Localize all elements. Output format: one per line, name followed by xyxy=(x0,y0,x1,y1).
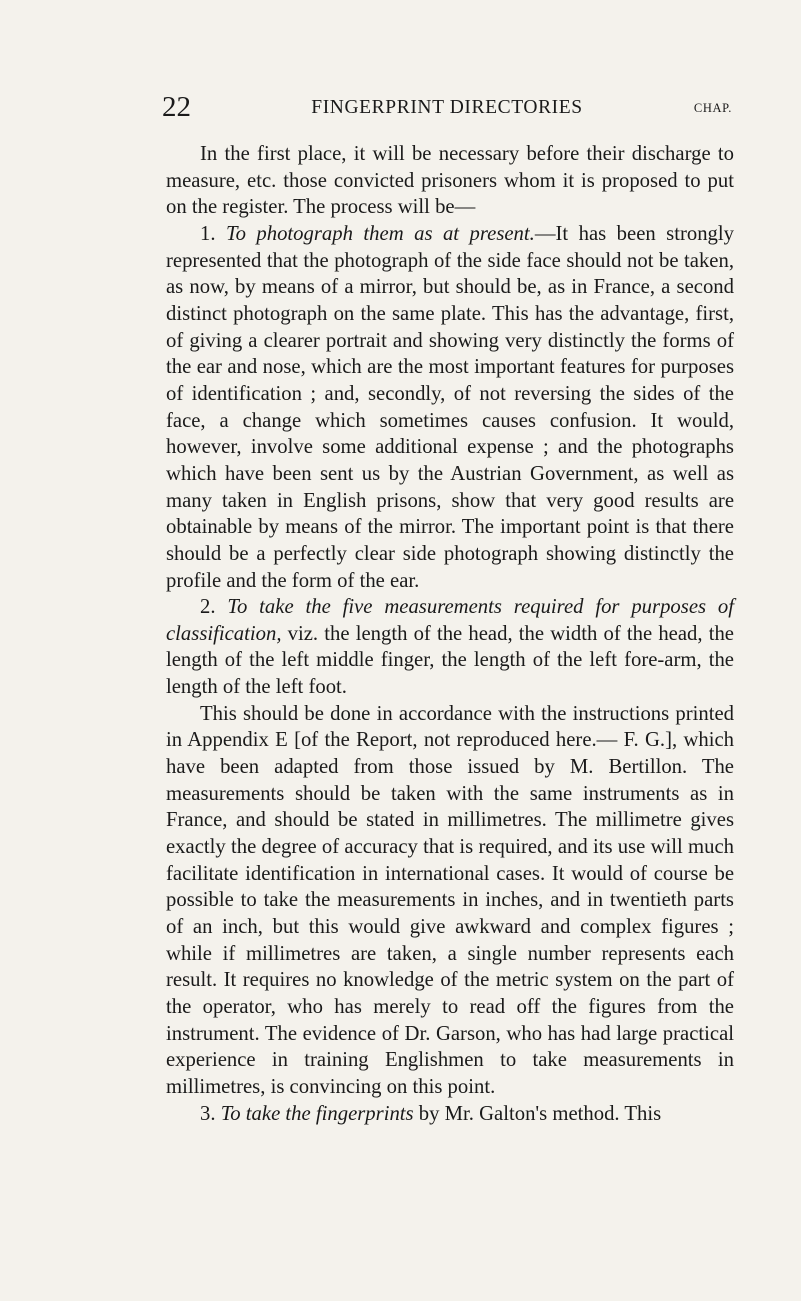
step-heading: To take the fingerprints xyxy=(220,1102,414,1125)
paragraph-measurements xyxy=(166,701,734,1101)
paragraph-step-2 xyxy=(166,594,734,701)
paragraph-text: by Mr. Galton's method. This xyxy=(413,1102,662,1125)
step-number: 2. xyxy=(200,596,228,619)
paragraph-intro xyxy=(166,141,734,221)
body-text xyxy=(166,141,734,1127)
step-heading: To take the five measurements required for purposes of classification, xyxy=(166,596,734,645)
paragraph-step-3 xyxy=(166,1101,734,1128)
paragraph-text: —It has been strongly represented that the photograph of the side face should not be taken, as now, by means of a mirror, but should be, as in France, a second distinct photograph on the same plate. This has the advantage, first, of giving a clearer portrait and showing very distinctly the forms of the ear and nose, which are the most important features for purposes of identification ; and, secondly, of not reversing the sides of the face, a change which sometimes causes confusion. It would, however, involve some additional expense ; and the photographs which have been sent us by the Austrian Government, as well as many taken in English prisons, show that very good results are obtainable by means of the mirror. The important point is that there should be a perfectly clear side photograph showing distinctly the profile and the form of the ear. xyxy=(166,222,734,592)
step-number: 1. xyxy=(200,222,226,245)
paragraph-text: viz. the length of the head, the width of the head, the length of the left middle finger, the length of the left fore-arm, the length of the left foot. xyxy=(166,622,734,699)
step-number: 3. xyxy=(200,1102,221,1125)
page-number: 22 xyxy=(162,91,191,123)
chapter-abbrev: CHAP. xyxy=(693,101,732,115)
page-header xyxy=(162,90,732,124)
paragraph-text: In the first place, it will be necessary before their discharge to measure, etc. those convicted prisoners whom it is proposed to put on the register. The process will be— xyxy=(166,143,734,219)
step-heading: To photograph them as at present. xyxy=(225,222,535,245)
running-head: FINGERPRINT DIRECTORIES xyxy=(311,97,583,118)
paragraph-text: This should be done in accordance with the instructions printed in Appendix E [of the Report, not reproduced here.— F. G.], which have been adapted from those issued by M. Bertillon. The measurements should be taken with the same instruments as in France, and should be stated in millimetres. The millimetre gives exactly the degree of accuracy that is required, and its use will much facilitate identification in international cases. It would of course be possible to take the measurements in inches, and in twentieth parts of an inch, but this would give awkward and complex figures ; while if millimetres are taken, a single number represents each result. It requires no knowledge of the metric system on the part of the operator, who has merely to read off the figures from the instrument. The evidence of Dr. Garson, who has had large practical experience in training Englishmen to take measurements in millimetres, is convincing on this point. xyxy=(166,702,734,1098)
paragraph-step-1 xyxy=(166,221,734,594)
